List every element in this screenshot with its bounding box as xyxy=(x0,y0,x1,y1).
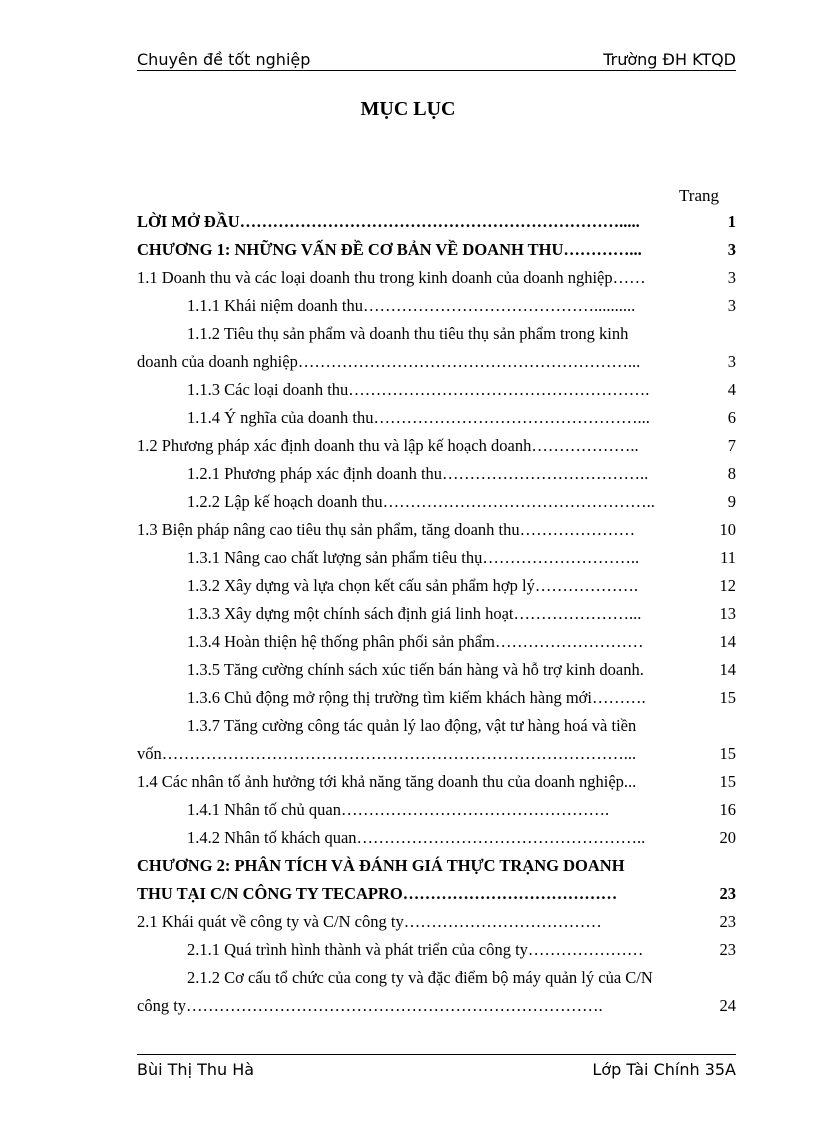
toc-entry: 1.3.5 Tăng cường chính sách xúc tiến bán hàng và hỗ trợ kinh doanh. 14 xyxy=(137,656,736,684)
header-right: Trường ĐH KTQD xyxy=(603,50,736,69)
toc-entry: 1.3.7 Tăng cường công tác quản lý lao động, vật tư hàng hoá và tiền vốn…………………………………………………………………………... 15 xyxy=(137,712,736,768)
toc-entry: 1.2.2 Lập kế hoạch doanh thu………………………………………….. 9 xyxy=(137,488,736,516)
toc-entry: 1.1.2 Tiêu thụ sản phẩm và doanh thu tiêu thụ sản phẩm trong kinh doanh của doanh nghiệp……………………………………………………... 3 xyxy=(137,320,736,376)
toc-entry: 2.1.2 Cơ cấu tổ chức của cong ty và đặc điểm bộ máy quản lý của C/N công ty…………………………………………………………………. 24 xyxy=(137,964,736,1020)
toc-entry: 1.3.1 Nâng cao chất lượng sản phẩm tiêu thụ……………………….. 11 xyxy=(137,544,736,572)
toc-entry: 1.1.1 Khái niệm doanh thu…………………………………….......... 3 xyxy=(137,292,736,320)
toc-entry: 1.3.4 Hoàn thiện hệ thống phân phối sản phẩm……………………… 14 xyxy=(137,628,736,656)
toc-entry: 1.3 Biện pháp nâng cao tiêu thụ sản phẩm, tăng doanh thu………………… 10 xyxy=(137,516,736,544)
toc-entry: 1.4 Các nhân tố ảnh hưởng tới khả năng tăng doanh thu của doanh nghiệp... 15 xyxy=(137,768,736,796)
toc-entry: 2.1.1 Quá trình hình thành và phát triển của công ty………………… 23 xyxy=(137,936,736,964)
toc-entry: 1.2 Phương pháp xác định doanh thu và lập kế hoạch doanh……………….. 7 xyxy=(137,432,736,460)
toc-entry: 1.1.4 Ý nghĩa của doanh thu…………………………………………... 6 xyxy=(137,404,736,432)
page-footer xyxy=(137,1054,736,1079)
toc-entry: 1.4.2 Nhân tố khách quan…………………………………………….. 20 xyxy=(137,824,736,852)
toc-entry: 2.1 Khái quát về công ty và C/N công ty……………………………… 23 xyxy=(137,908,736,936)
page-column-label: Trang xyxy=(679,186,719,205)
footer-left: Bùi Thị Thu Hà xyxy=(137,1060,255,1079)
table-of-contents xyxy=(137,208,736,1020)
toc-entry: CHƯƠNG 2: PHÂN TÍCH VÀ ĐÁNH GIÁ THỰC TRẠNG DOANH THU TẠI C/N CÔNG TY TECAPRO………………………………… 23 xyxy=(137,852,736,908)
toc-entry: 1.1.3 Các loại doanh thu………………………………………………. 4 xyxy=(137,376,736,404)
toc-entry: 1.4.1 Nhân tố chủ quan…………………………………………. 16 xyxy=(137,796,736,824)
toc-entry: CHƯƠNG 1: NHỮNG VẤN ĐỀ CƠ BẢN VỀ DOANH THU…………... 3 xyxy=(137,236,736,264)
header-left: Chuyên đề tốt nghiệp xyxy=(137,50,311,69)
toc-entry: 1.3.6 Chủ động mở rộng thị trường tìm kiếm khách hàng mới………. 15 xyxy=(137,684,736,712)
toc-entry: 1.2.1 Phương pháp xác định doanh thu……………………………….. 8 xyxy=(137,460,736,488)
toc-entry: 1.1 Doanh thu và các loại doanh thu trong kinh doanh của doanh nghiệp…… 3 xyxy=(137,264,736,292)
toc-entry: 1.3.2 Xây dựng và lựa chọn kết cấu sản phẩm hợp lý………………. 12 xyxy=(137,572,736,600)
toc-entry: 1.3.3 Xây dựng một chính sách định giá linh hoạt…………………... 13 xyxy=(137,600,736,628)
footer-right: Lớp Tài Chính 35A xyxy=(592,1060,736,1079)
page-title: MỤC LỤC xyxy=(360,98,456,120)
toc-entry: LỜI MỞ ĐẦU……………………………………………………………..... 1 xyxy=(137,208,736,236)
page-header xyxy=(137,50,736,71)
